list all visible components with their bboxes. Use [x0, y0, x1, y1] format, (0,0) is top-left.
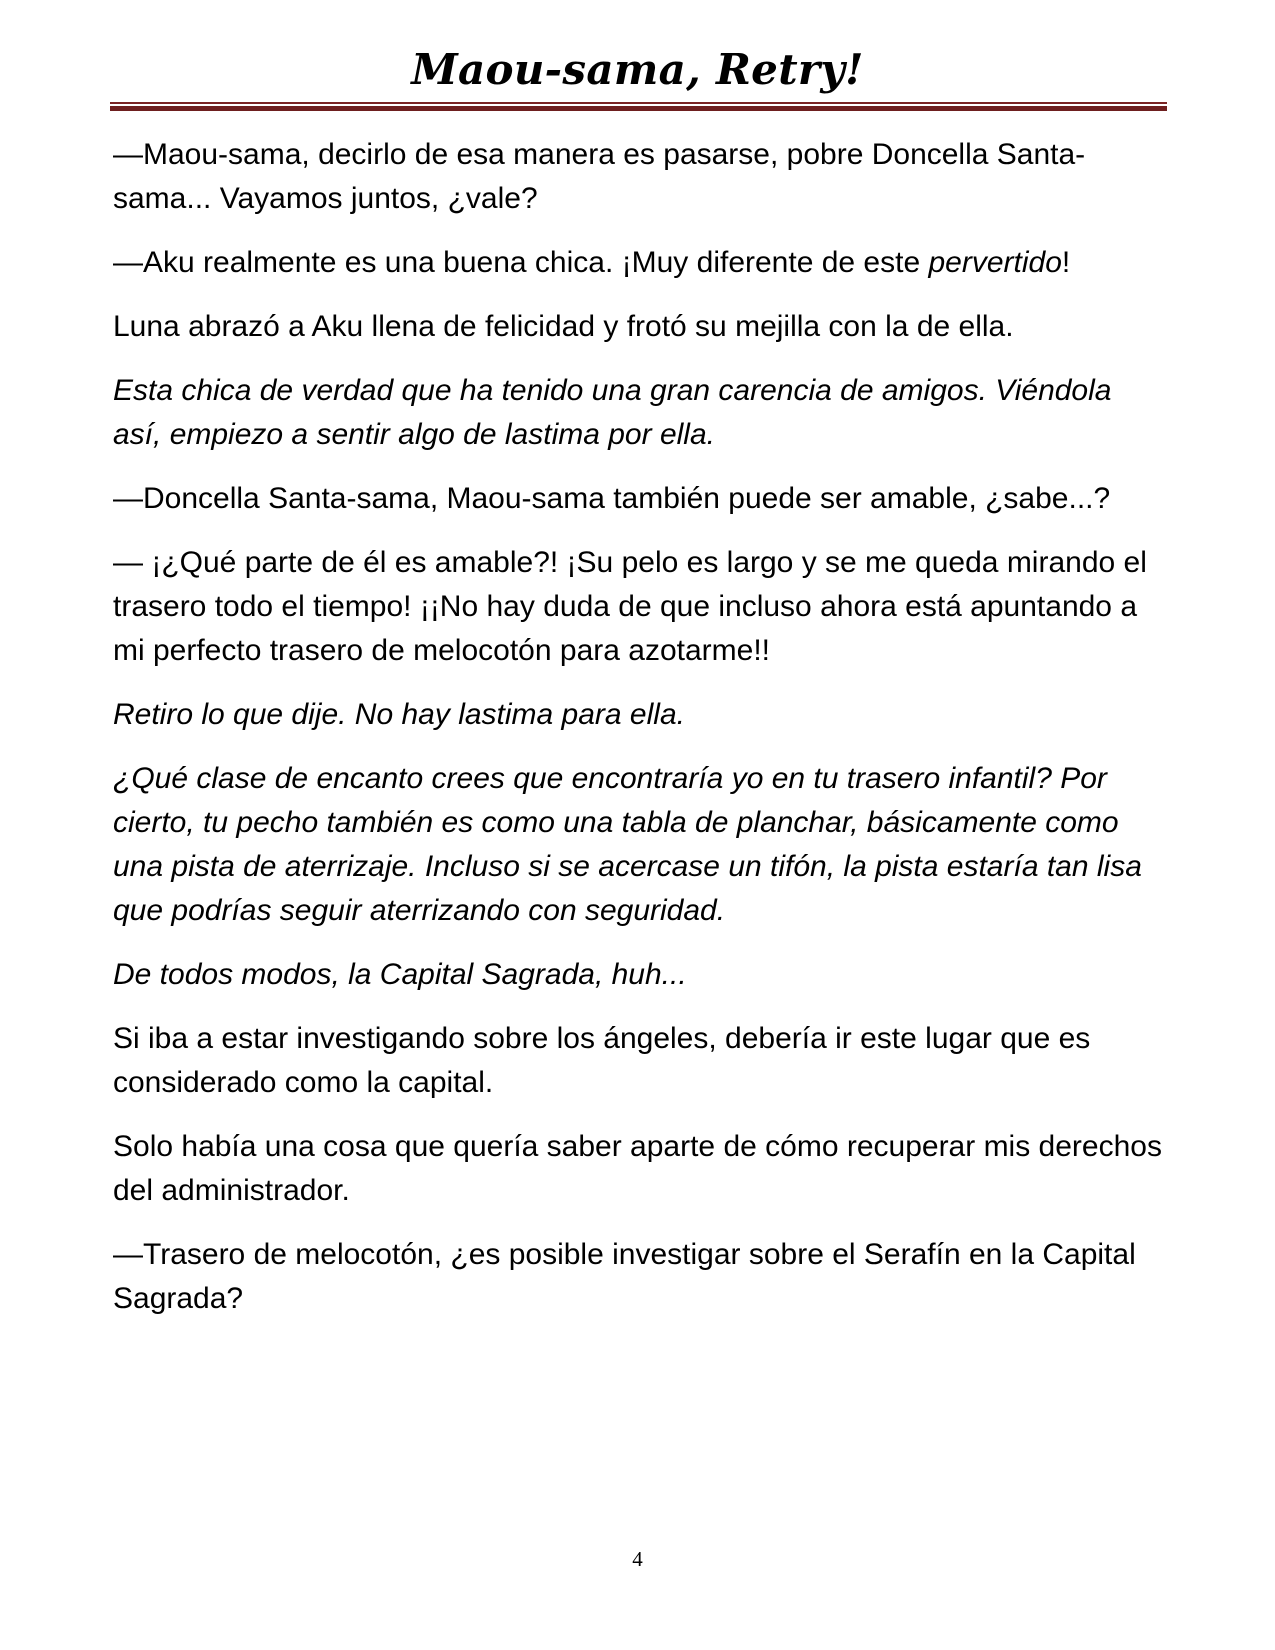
- paragraph-text: De todos modos, la Capital Sagrada, huh...: [113, 958, 687, 991]
- paragraph-text: Luna abrazó a Aku llena de felicidad y frotó su mejilla con la de ella.: [113, 310, 1014, 343]
- paragraph-text: —Maou-sama, decirlo de esa manera es pasarse, pobre Doncella Santa-sama... Vayamos juntos, ¿vale?: [113, 138, 1086, 215]
- paragraph-10: [113, 1017, 1165, 1105]
- paragraph-11: [113, 1125, 1165, 1213]
- paragraph-text: Si iba a estar investigando sobre los ángeles, debería ir este lugar que es considerado como la capital.: [113, 1022, 1091, 1099]
- paragraph-text: — ¡¿Qué parte de él es amable?! ¡Su pelo es largo y se me queda mirando el trasero todo el tiempo! ¡¡No hay duda de que incluso ahora está apuntando a mi perfecto trasero de melocotón para azotarme!!: [113, 546, 1147, 667]
- page-body: [113, 133, 1165, 1341]
- paragraph-text: Retiro lo que dije. No hay lastima para ella.: [113, 698, 685, 731]
- header-divider-thin: [110, 102, 1167, 104]
- paragraph-8: [113, 757, 1165, 933]
- page-number: 4: [632, 1547, 643, 1571]
- paragraph-text: Esta chica de verdad que ha tenido una gran carencia de amigos. Viéndola así, empiezo a sentir algo de lastima por ella.: [113, 374, 1112, 451]
- paragraph-4: [113, 369, 1165, 457]
- paragraph-text: ¿Qué clase de encanto crees que encontraría yo en tu trasero infantil? Por cierto, tu pecho también es como una tabla de planchar, básicamente como una pista de aterrizaje. Incluso si se acercase un tifón, la pista estaría tan lisa que podrías seguir aterrizando con seguridad.: [113, 762, 1142, 927]
- paragraph-text: —Aku realmente es una buena chica. ¡Muy diferente de este: [113, 246, 929, 279]
- paragraph-text: —Trasero de melocotón, ¿es posible investigar sobre el Serafín en la Capital Sagrada?: [113, 1238, 1136, 1315]
- paragraph-2: [113, 241, 1165, 285]
- paragraph-emphasis: pervertido: [928, 246, 1062, 279]
- paragraph-1: [113, 133, 1165, 221]
- paragraph-tail: !: [1061, 246, 1071, 279]
- page-title: Maou-sama, Retry!: [411, 45, 864, 94]
- paragraph-text: —Doncella Santa-sama, Maou-sama también puede ser amable, ¿sabe...?: [113, 482, 1111, 515]
- paragraph-9: [113, 953, 1165, 997]
- paragraph-5: [113, 477, 1165, 521]
- paragraph-6: [113, 541, 1165, 673]
- paragraph-text: Solo había una cosa que quería saber aparte de cómo recuperar mis derechos del administrador.: [113, 1130, 1162, 1207]
- paragraph-7: [113, 693, 1165, 737]
- paragraph-3: [113, 305, 1165, 349]
- paragraph-12: [113, 1233, 1165, 1321]
- page-header: [0, 42, 1275, 98]
- header-divider-thick: [110, 106, 1167, 111]
- header-divider: [110, 102, 1167, 112]
